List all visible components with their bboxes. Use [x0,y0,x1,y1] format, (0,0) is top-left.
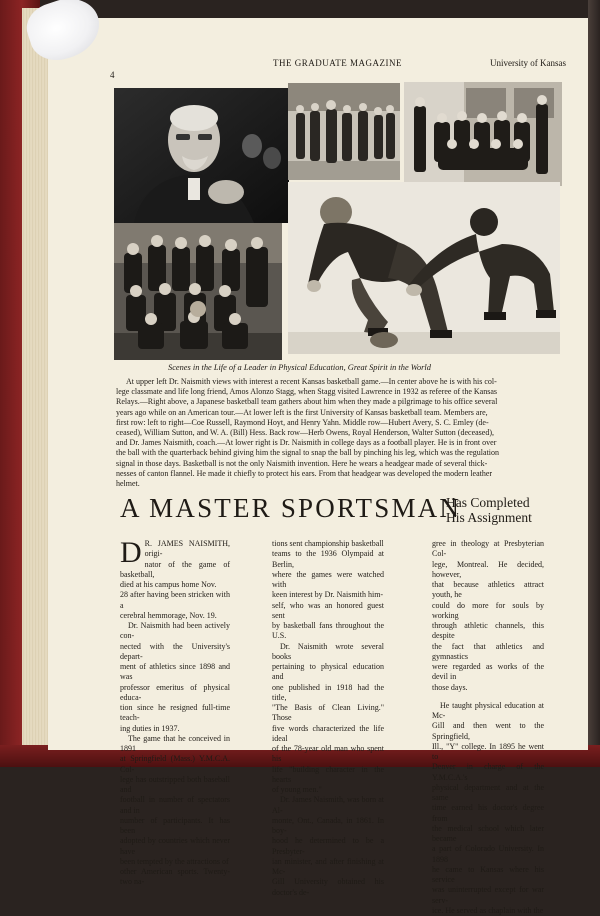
body-line: ian minister, and after finishing at Mc- [272,856,384,876]
page-number: 4 [110,70,115,80]
body-line: Dr. Naismith wrote several books [272,641,384,661]
body-line: could do more for souls by working [432,600,544,620]
drop-cap: D [120,536,142,569]
body-line: gree in theology at Presbyterian Col- [432,539,544,559]
body-line: died at his campus home Nov. [120,580,217,589]
cutline-line: At upper left Dr. Naismith views with interest a recent Kansas basketball game.—In center above he is with his col- [126,377,497,386]
body-line: where the games were watched with [272,569,384,589]
body-line: Denver in charge of the Y.M.C.A.'s [432,762,544,782]
photo-naismith-football [288,182,560,354]
body-line: nator of the game of basketball, [120,559,230,579]
cutline-line: and Dr. James Naismith, coach.—At lower right is Dr. Naismith in college days as a football player. He is in front over [116,438,497,448]
body-line: Gill and then went to the Springfield, [432,721,544,741]
cutline-line: lege classmate and life long friend, Amos Alonzo Stagg, when Stagg visited Lawrence in 1932 as referee of the Kansas [116,387,497,397]
body-line: football in number of spectators and in [120,795,230,815]
body-line: were regarded as works of the devil in [432,662,544,682]
body-line: of the 78-year old man who spent his [272,744,384,764]
body-line: physical department and at the same [432,782,544,802]
body-line: self, who was an honored guest sent [272,600,384,620]
body-line: Gill University obtained his doctor's de- [272,877,384,897]
body-line: those days. [432,682,468,692]
photo-caption: Scenes in the Life of a Leader in Physical Education, Great Spirit in the World [168,363,431,372]
article-column-2 [272,539,384,898]
photo-first-ku-team [114,223,282,360]
article-column-1 [120,536,230,888]
page-header [48,58,588,72]
body-line: cerebral hemmorage, Nov. 19. [120,610,217,620]
cutline-line: ceased), William Sutton, and W. A. (Bill) Hess. Back row—Herb Owens, Royal Henderson, Walter Sutton (deceased), [116,428,494,438]
body-line: time earned his doctor's degree from [432,803,544,823]
body-line: adopted by countries which never have [120,836,230,856]
body-line: one published in 1918 had the title, [272,682,384,702]
body-line: of young men." [272,785,322,794]
photo-naismith-portrait [114,88,289,223]
body-line: ice. He served as chaplain with the [432,905,544,915]
photo-cutline [116,377,564,489]
body-line: other American sports. Twenty-two na- [120,867,230,887]
body-line: 28 after having been stricken with a [120,590,230,610]
book-binding-right [588,0,600,767]
body-line: nected with the University's depart- [120,641,230,661]
body-line: lege, Montreal. He decided, however, [432,559,544,579]
body-line: five words characterized the life ideal [272,723,384,743]
body-line: Ill., "Y" college. In 1895 he went to [432,741,544,761]
cutline-line: years ago while on an American tour.—At lower left is the first University of Kansas basketball team. Members are, [116,407,488,417]
body-line: number of participants. It has been [120,815,230,835]
photo-japanese-team-right [404,82,562,186]
cutline-line: Relays.—Right above, a Japanese basketball team gathers about him when they made a pilgrimage to his office several [116,397,498,407]
subhead-line: His Assignment [446,510,532,525]
cutline-line: first row: left to right—Coe Russell, Raymond Hoyt, and Henry Yahn. Middle row—Hubert Avery, S. C. Emley (de- [116,417,489,427]
cutline-line: helmet. [116,479,140,489]
cutline-line: the ball with the quarterback behind giving him the signal to snap the ball by pinching his leg, which was the regulation [116,448,500,458]
body-line: life "building character in the hearts [272,764,384,784]
body-line: R. JAMES NAISMITH, origi- [144,539,230,559]
body-line: tions sent championship basketball [272,539,384,548]
article-headline: A MASTER SPORTSMAN [120,493,462,523]
body-line: The game that he conceived in 1891 [120,733,230,753]
body-line: a part of Colorado University. In 1898 [432,844,544,864]
running-right: University of Kansas [490,58,566,68]
body-line: lege has outstripped both baseball and [120,774,230,794]
body-line: tion since he resigned full-time teach- [120,703,230,723]
body-line: "The Basis of Clean Living." Those [272,703,384,723]
body-line: the medical school which later became [432,823,544,843]
cutline-line: signal in those days. Basketball is not the only Naismith invention. Here he wears a headgear made of several thick- [116,458,488,468]
magazine-page [48,18,588,915]
body-line: through athletic channels, this despite [432,621,544,641]
body-line: ing duties in 1937. [120,723,180,733]
body-line: keen interest by Dr. Naismith him- [272,590,384,600]
running-title: THE GRADUATE MAGAZINE [273,58,402,68]
body-line: Dr. James Naismith, was born at Al- [272,795,384,815]
body-line: Dr. Naismith had been actively con- [120,621,230,641]
body-line: professor emeritus of physical educa- [120,682,230,702]
article-subhead [446,495,566,525]
body-line: ment of athletics since 1898 and was [120,662,230,682]
subhead-line: Has Completed [446,495,530,510]
body-line: He taught physical education at Mc- [432,700,544,720]
body-line: monte, Ont., Canada, in 1861. In boy- [272,815,384,835]
body-line: by basketball fans throughout the U.S. [272,621,384,641]
body-line: at Springfield (Mass.) Y.M.C.A. Col- [120,754,230,774]
body-line: teams to the 1936 Olympaid at Berlin, [272,549,384,569]
photo-japanese-team-left [288,83,400,180]
body-line: pertaining to physical education and [272,662,384,682]
cutline-line: nesses of canton flannel. He made it chiefly to protect his ears. From that headgear was developed the modern leather [116,468,493,478]
body-line: hood he determined to be a Presbyter- [272,836,384,856]
body-line: been tempted by the attractions of [120,856,229,866]
article-column-3 [432,539,544,916]
body-line: the fact that athletics and gymnastics [432,641,544,661]
body-line: was uninterrupted except for war serv- [432,885,544,905]
body-line: that because athletics attract youth, he [432,580,544,600]
body-line: he came to Kansas where his service [432,864,544,884]
